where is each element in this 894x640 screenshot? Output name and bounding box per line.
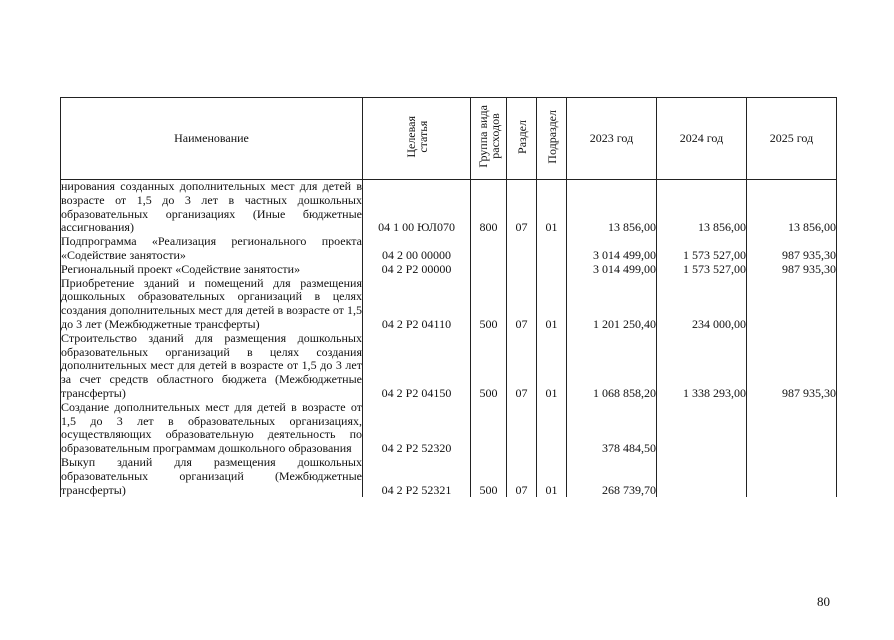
row-code: 04 1 00 ЮЛ070 [363,180,471,236]
row-2023: 13 856,00 [567,180,657,236]
row-2024: 13 856,00 [657,180,747,236]
row-2025 [747,401,837,456]
row-group: 500 [471,277,507,332]
table-row [61,401,837,456]
row-subsection [537,401,567,456]
header-subsection-label: Подраздел [544,109,559,164]
row-2024: 1 338 293,00 [657,332,747,401]
header-subsection [537,98,567,180]
row-2023: 268 739,70 [567,456,657,497]
row-code: 04 2 Р2 04110 [363,277,471,332]
row-group: 500 [471,456,507,497]
row-2023: 3 014 499,00 [567,235,657,263]
row-2023: 378 484,50 [567,401,657,456]
row-section: 07 [507,180,537,236]
row-group: 800 [471,180,507,236]
row-2025: 13 856,00 [747,180,837,236]
row-2023: 1 201 250,40 [567,277,657,332]
header-section-label: Раздел [514,119,529,154]
header-2023: 2023 год [567,98,657,180]
table-row [61,263,837,277]
header-target-line1: Целевая [403,115,418,158]
row-group [471,263,507,277]
header-2024: 2024 год [657,98,747,180]
row-2025 [747,277,837,332]
row-section [507,235,537,263]
row-code: 04 2 Р2 00000 [363,263,471,277]
row-group [471,401,507,456]
header-group-line2: расходов [487,113,502,160]
header-row [61,98,837,180]
row-2023: 1 068 858,20 [567,332,657,401]
row-code: 04 2 Р2 52321 [363,456,471,497]
page-number: 80 [817,594,830,609]
table-row [61,277,837,332]
row-subsection: 01 [537,180,567,236]
table-row [61,180,837,236]
row-section: 07 [507,277,537,332]
header-expense-group [471,98,507,180]
row-2023: 3 014 499,00 [567,263,657,277]
row-2024 [657,401,747,456]
header-section [507,98,537,180]
row-name: Строительство зданий для размещения дошкольных образовательных организаций в целях создания дополнительных мест для детей в возрасте от 1,5 до 3 лет за счет средств областного бюджета (Межбюджетные трансферты) [61,330,362,400]
row-2025: 987 935,30 [747,332,837,401]
row-name: Подпрограмма «Реализация регионального проекта «Содействие занятости» [61,234,362,262]
row-2024 [657,456,747,497]
row-subsection [537,263,567,277]
row-subsection [537,235,567,263]
table-row [61,456,837,497]
row-group [471,235,507,263]
header-2025: 2025 год [747,98,837,180]
row-section [507,401,537,456]
header-name: Наименование [61,98,363,180]
row-subsection: 01 [537,332,567,401]
row-2025: 987 935,30 [747,263,837,277]
header-group-line1: Группа вида [475,105,490,168]
row-name: нирования созданных дополнительных мест для детей в возрасте от 1,5 до 3 лет в частных дошкольных образовательных организациях (Иные бюджетные ассигнования) [61,179,362,235]
row-name: Выкуп зданий для размещения дошкольных образовательных организаций (Межбюджетные трансферты) [61,454,362,497]
row-2025: 987 935,30 [747,235,837,263]
row-section [507,263,537,277]
row-section: 07 [507,456,537,497]
row-name: Региональный проект «Содействие занятости» [61,263,363,277]
row-2025 [747,456,837,497]
row-subsection: 01 [537,277,567,332]
row-code: 04 2 Р2 52320 [363,401,471,456]
row-name: Приобретение зданий и помещений для размещения дошкольных образовательных организаций в целях создания дополнительных мест для детей в возрасте от 1,5 до 3 лет (Межбюджетные трансферты) [61,275,362,331]
row-group: 500 [471,332,507,401]
row-2024: 234 000,00 [657,277,747,332]
header-target-article [363,98,471,180]
row-section: 07 [507,332,537,401]
header-target-line2: статья [415,120,430,153]
row-name: Создание дополнительных мест для детей в возрасте от 1,5 до 3 лет в образовательных организациях, осуществляющих образовательную деятельность по образовательным программам дошкольного образования [61,399,362,456]
row-2024: 1 573 527,00 [657,263,747,277]
table-row [61,235,837,263]
row-subsection: 01 [537,456,567,497]
row-code: 04 2 Р2 04150 [363,332,471,401]
budget-table [60,97,837,497]
row-2024: 1 573 527,00 [657,235,747,263]
table-row [61,332,837,401]
row-code: 04 2 00 00000 [363,235,471,263]
